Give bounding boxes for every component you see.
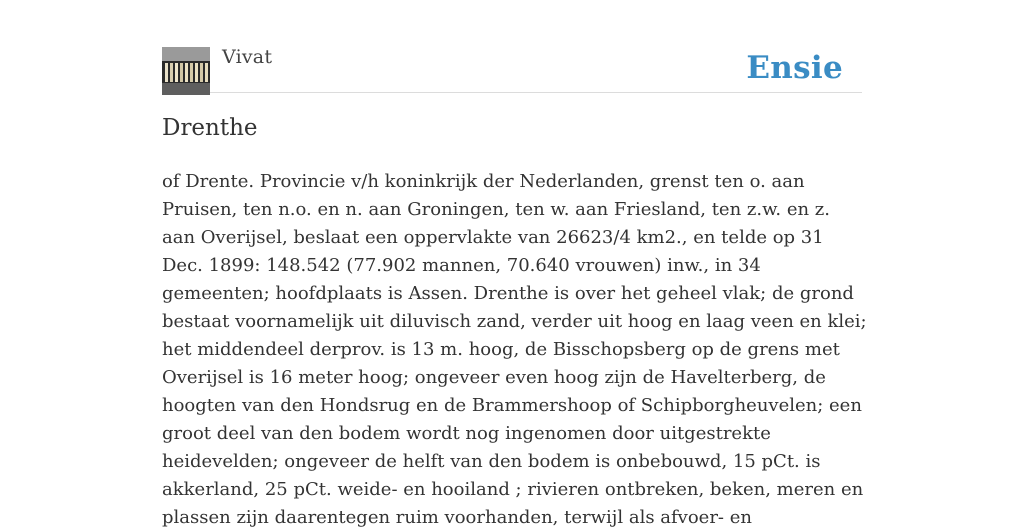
site-header bbox=[162, 0, 862, 93]
source-avatar[interactable] bbox=[162, 47, 210, 95]
book-spines-icon bbox=[162, 47, 210, 95]
page-container bbox=[162, 0, 867, 528]
article-title: Drenthe bbox=[162, 115, 258, 141]
article-body: of Drente. Provincie v/h koninkrijk der Nederlanden, grenst ten o. aan Pruisen, ten n.o. en n. aan Groningen, ten w. aan Friesland, ten z.w. en z. aan Overijsel, beslaat een oppervlakte van 26623/4 km2., en telde op 31 Dec. 1899: 148.542 (77.902 mannen, 70.640 vrouwen) inw., in 34 gemeenten; hoofdplaats is Assen. Drenthe is over het geheel vlak; de grond bestaat voornamelijk uit diluvisch zand, verder uit hoog en laag veen en klei; het middendeel derprov. is 13 m. hoog, de Bisschopsberg op de grens met Overijsel is 16 meter hoog; ongeveer even hoog zijn de Havelterberg, de hoogten van den Hondsrug en de Brammershoop of Schipborgheuvelen; een groot deel van den bodem wordt nog ingenomen door uitgestrekte heidevelden; ongeveer de helft van den bodem is onbebouwd, 15 pCt. is akkerland, 25 pCt. weide- en hooiland ; rivieren ontbreken, beken, meren en plassen zijn daarentegen ruim voorhanden, terwijl als afvoer- en bbox=[162, 171, 867, 528]
source-name[interactable]: Vivat bbox=[222, 46, 273, 68]
brand-logo[interactable]: Ensie bbox=[746, 50, 843, 86]
